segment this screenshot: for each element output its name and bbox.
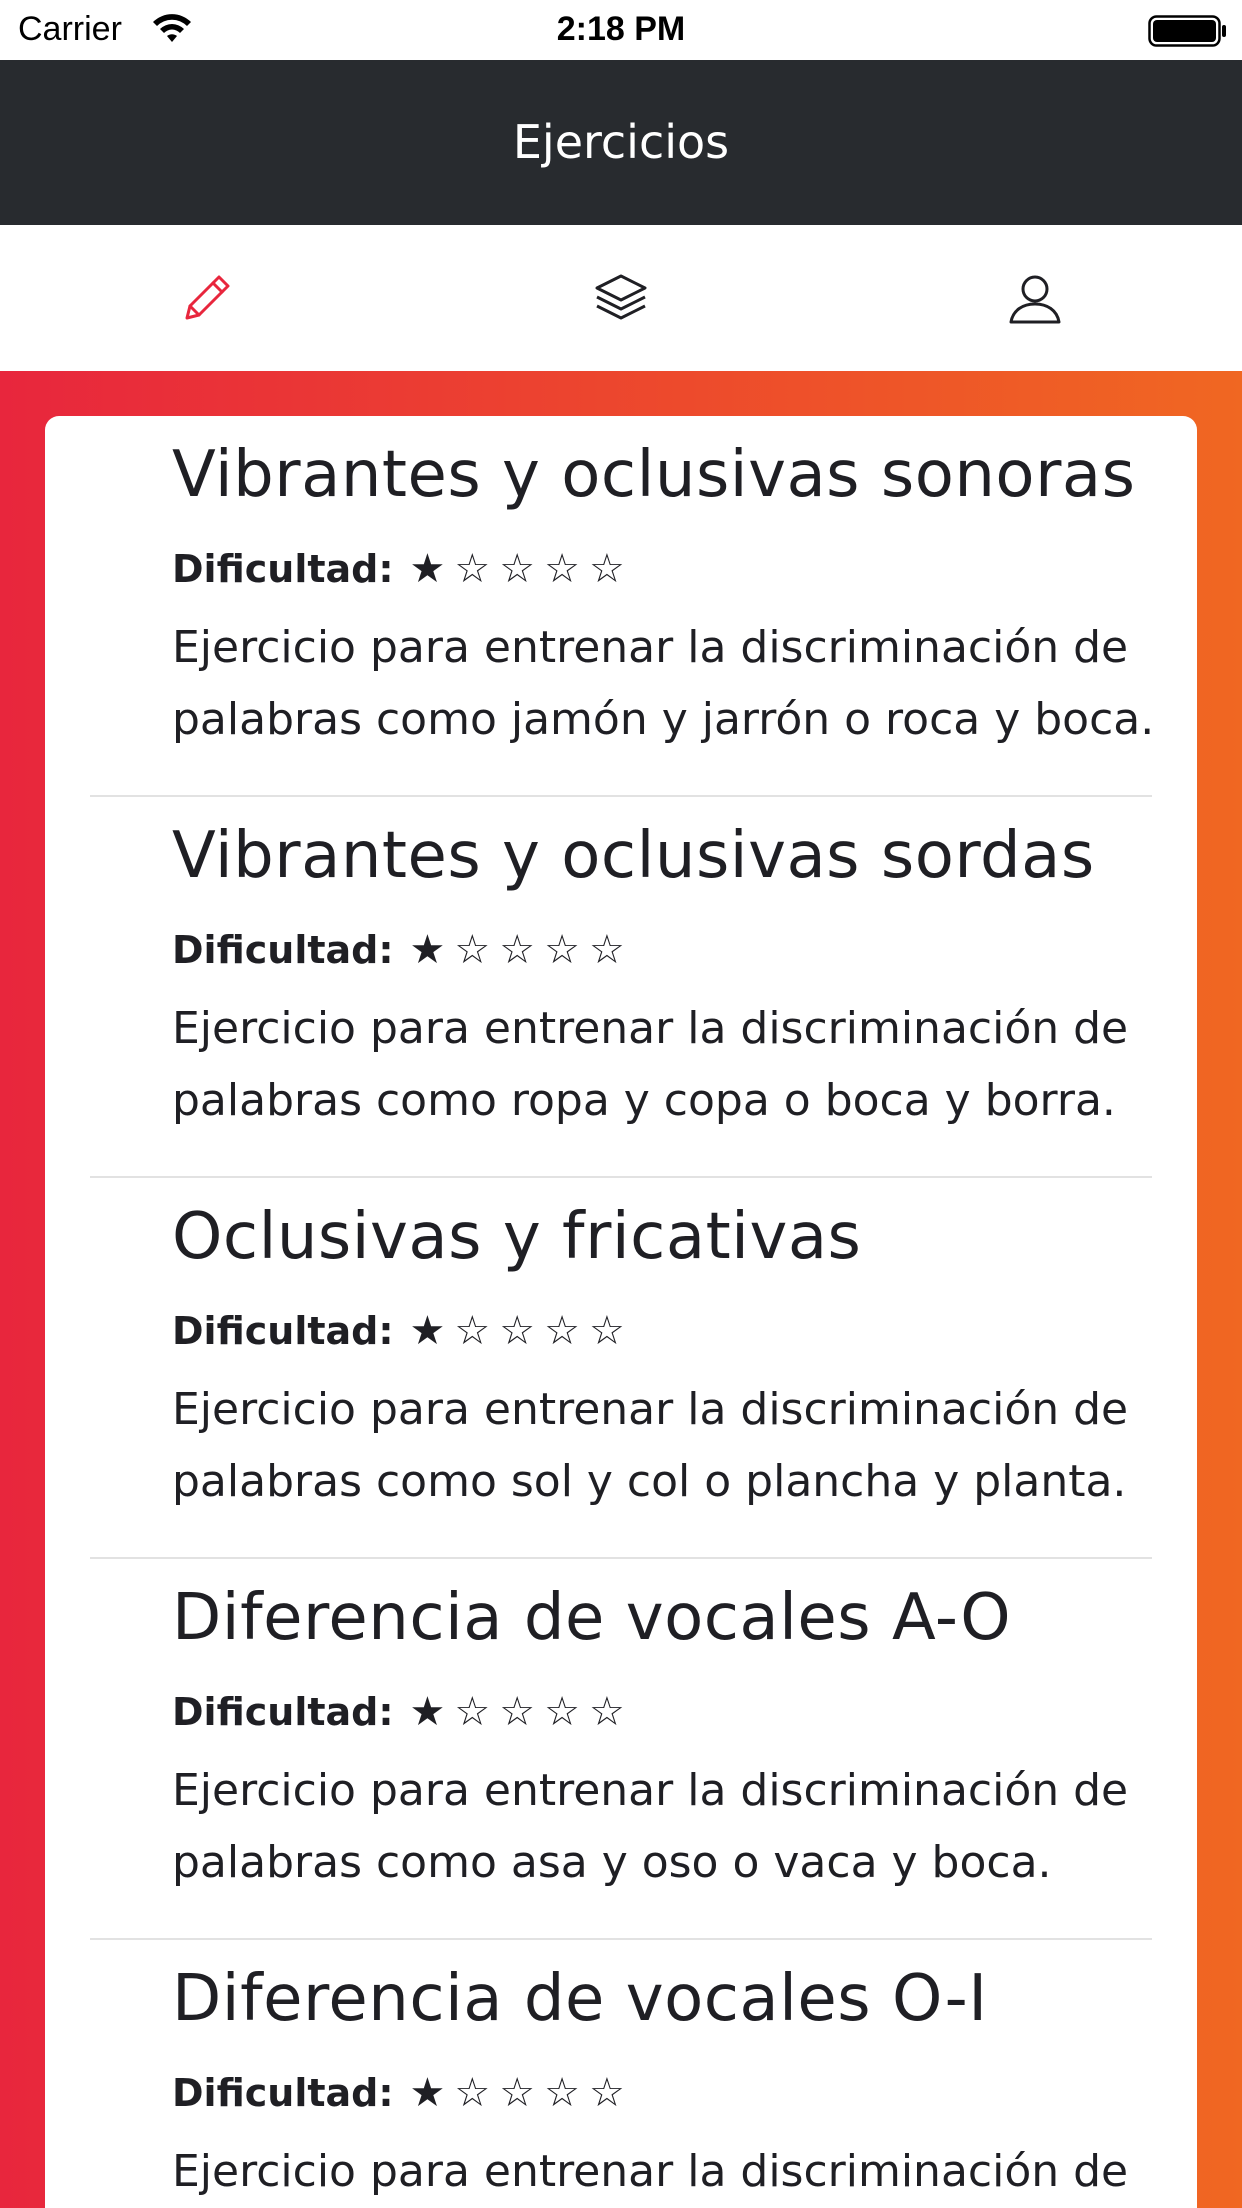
difficulty-row [172,1687,634,1737]
exercise-description: Ejercicio para entrenar la discriminación de palabras como jamón y jarrón o roca y boca. [172,622,1155,745]
carrier-label: Carrier [18,10,122,48]
tab-bar [0,225,1242,371]
difficulty-stars [409,927,634,973]
star-empty-icon: ☆ [454,546,491,592]
tab-exercises[interactable] [0,225,414,371]
difficulty-label: Dificultad: [172,928,394,972]
exercise-description: Ejercicio para entrenar la discriminación de palabras como sol y col o plancha y planta. [172,1384,1129,1507]
difficulty-label: Dificultad: [172,1690,394,1734]
star-filled-icon: ★ [409,546,446,592]
exercise-title: Diferencia de vocales A-O [172,1581,1012,1655]
star-empty-icon: ☆ [588,927,625,973]
difficulty-stars [409,2070,634,2116]
exercise-description: Ejercicio para entrenar la discriminación de palabras como asa y oso o vaca y boca. [172,1765,1129,1888]
exercise-title: Oclusivas y fricativas [172,1200,862,1274]
star-filled-icon: ★ [409,927,446,973]
difficulty-label: Dificultad: [172,2071,394,2115]
difficulty-row [172,544,634,594]
star-empty-icon: ☆ [454,1689,491,1735]
star-empty-icon: ☆ [499,546,536,592]
difficulty-stars [409,1689,634,1735]
page-title: Ejercicios [512,115,730,169]
difficulty-stars [409,546,634,592]
difficulty-row [172,2068,634,2118]
exercise-item[interactable] [90,416,1155,797]
star-empty-icon: ☆ [544,2070,580,2116]
star-filled-icon: ★ [409,2070,446,2116]
tab-categories[interactable] [414,225,828,371]
difficulty-label: Dificultad: [172,547,394,591]
star-empty-icon: ☆ [499,2070,536,2116]
star-empty-icon: ☆ [588,1689,625,1735]
exercise-description: Ejercicio para entrenar la discriminación de [172,2146,1129,2197]
navigation-header [0,60,1242,225]
star-empty-icon: ☆ [588,2070,625,2116]
difficulty-stars [409,1308,634,1354]
star-empty-icon: ☆ [454,2070,491,2116]
exercise-title: Diferencia de vocales O-I [172,1962,988,2036]
status-bar [0,0,1242,60]
difficulty-row [172,1306,634,1356]
exercise-item[interactable] [90,797,1152,1178]
status-time: 2:18 PM [556,10,686,48]
pencil-icon [177,268,237,328]
star-empty-icon: ☆ [499,1308,536,1354]
exercise-title: Vibrantes y oclusivas sordas [172,819,1095,893]
star-empty-icon: ☆ [454,927,491,973]
exercise-title: Vibrantes y oclusivas sonoras [172,438,1136,512]
exercises-card [45,416,1197,2208]
star-empty-icon: ☆ [544,1689,580,1735]
star-empty-icon: ☆ [454,1308,491,1354]
star-filled-icon: ★ [409,1308,446,1354]
exercise-item[interactable] [90,1940,1152,2208]
star-filled-icon: ★ [409,1689,446,1735]
star-empty-icon: ☆ [544,1308,580,1354]
star-empty-icon: ☆ [499,927,536,973]
star-empty-icon: ☆ [588,546,625,592]
battery-icon [1148,14,1228,48]
star-empty-icon: ☆ [544,546,580,592]
exercise-description: Ejercicio para entrenar la discriminación de palabras como ropa y copa o boca y borra. [172,1003,1129,1126]
user-icon [1005,268,1065,328]
difficulty-label: Dificultad: [172,1309,394,1353]
difficulty-row [172,925,634,975]
star-empty-icon: ☆ [499,1689,536,1735]
layers-icon [591,268,651,328]
exercise-item[interactable] [90,1559,1152,1940]
exercise-item[interactable] [90,1178,1152,1559]
star-empty-icon: ☆ [544,927,580,973]
tab-profile[interactable] [828,225,1242,371]
star-empty-icon: ☆ [588,1308,625,1354]
